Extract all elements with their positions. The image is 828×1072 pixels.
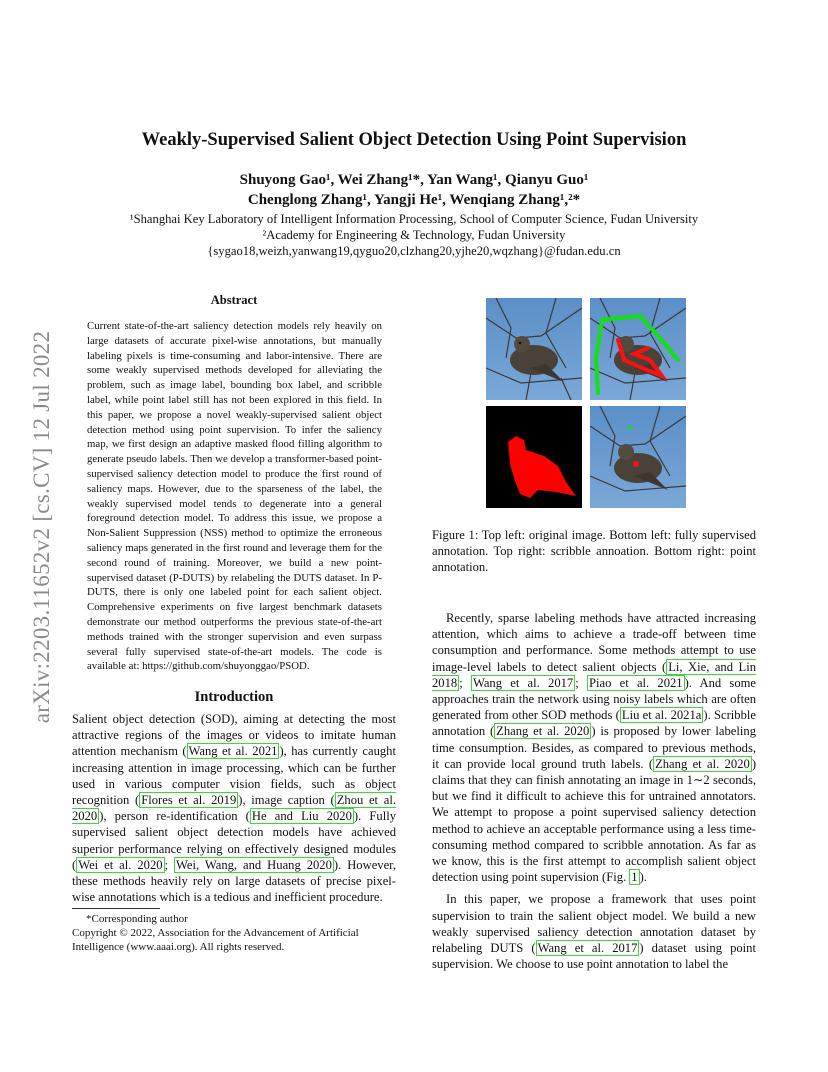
intro-paragraph: Salient object detection (SOD), aiming at detecting the most attractive regions of the images or videos to imitate human attention mechanism ( Wang et al. 2021 ), has currently caught increasing attention in image processing, which can be further used in various computer vision fields, such as object recognition ( Flores et al. 2019 ), image caption ( Zhou et al. 2020 ), person re-identification ( He and Liu 2020 ). Fully supervised salient object detection models have achieved superior performance relying on effectively designed modules ( Wei et al. 2020 ; Wei, Wang, and Huang 2020 ). However, these methods heavily rely on large datasets of precise pixel-wise annotations which is a tedious and inefficient procedure. (72, 712, 397, 905)
figure-1 (486, 298, 686, 508)
citation-link[interactable]: Zhou et al. 2020 (72, 793, 396, 824)
citation-link[interactable]: Zhang et al. 2020 (655, 756, 750, 771)
footnote-divider (72, 908, 160, 909)
introduction-body (72, 711, 396, 905)
introduction-heading: Introduction (194, 689, 274, 705)
citation-link[interactable]: He and Liu 2020 (251, 809, 352, 824)
affiliation-2: ²Academy for Engineering & Technology, Fudan University (262, 228, 566, 242)
author-list (0, 170, 828, 210)
full-annotation-panel (486, 406, 582, 508)
citation-link[interactable]: Wang et al. 2017 (472, 675, 574, 690)
bird-photo-original (486, 298, 582, 400)
point-annotation-panel (590, 406, 686, 508)
citation-link[interactable]: Piao et al. 2021 (588, 675, 683, 690)
abstract-heading: Abstract (210, 293, 258, 307)
citation-link[interactable]: Wei, Wang, and Huang 2020 (176, 857, 332, 872)
abstract-text: Current state-of-the-art saliency detection models rely heavily on large datasets of accurate pixel-wise annotations, but manually labeling pixels is time-consuming and labor-intensive. There are some weakly supervised methods developed for alleviating the problem, such as image label, bounding box label, and scribble label, while point label still has not been explored in this field. In this paper, we propose a novel weakly-supervised salient object detection method using point supervision. To infer the saliency map, we first design an adaptive masked flood filling algorithm to generate pseudo labels. Then we develop a transformer-based point-supervised saliency detection model to produce the first round of saliency maps. However, due to the sparseness of the label, the weakly supervised model tends to degenerate into a general foreground detection model. To address this issue, we propose a Non-Salient Suppression (NSS) method to optimize the erroneous saliency maps generated in the first round and leverage them for the second round of training. Moreover, we build a new point-supervised dataset (P-DUTS) by relabeling the DUTS dataset. In P-DUTS, there is only one labeled point for each salient object. Comprehensive experiments on five largest benchmark datasets demonstrate our method outperforms the previous state-of-the-art methods trained with the stronger supervision and even surpass several fully supervised state-of-the-art models. The code is available at: https://github.com/shuyonggao/PSOD. (87, 320, 382, 673)
affiliation-1: ¹Shanghai Key Laboratory of Intelligent Information Processing, School of Computer Science, Fudan University (129, 212, 699, 226)
citation-link[interactable]: Zhang et al. 2020 (496, 724, 590, 739)
footnote (72, 912, 396, 954)
bird-photo-point (590, 406, 686, 508)
body-paragraph: Recently, sparse labeling methods have attracted increasing attention, which aims to achieve a trade-off between time consumption and performance. Some methods attempt to use image-level labels to detect salient objects ( Li, Xie, and Lin 2018 ; Wang et al. 2017 ; Piao et al. 2021 ). And some approaches train the network using noisy labels which are often generated from other SOD methods ( Liu et al. 2021a ). Scribble annotation ( Zhang et al. 2020 ) is proposed by lower labeling time consumption. Besides, as compared to previous methods, it can provide local ground truth labels. ( Zhang et al. 2020 ) claims that they can finish annotating an image in 1∼2 seconds, but we find it difficult to achieve this for untrained annotators. We attempt to propose a point supervised saliency detection method to achieve an acceptable performance using a less time-consuming method compared to scribble annotation. As far as we know, this is the first attempt to accomplish salient object detection using point supervision (Fig. 1 ). (432, 611, 757, 885)
scribble-annotation-panel (590, 298, 686, 400)
citation-link[interactable]: Wang et al. 2021 (188, 744, 278, 759)
corresponding-author-note: *Corresponding author (86, 913, 188, 925)
author-line-1: Shuyong Gao¹, Wei Zhang¹*, Yan Wang¹, Qianyu Guo¹ (239, 172, 589, 188)
figure-1-caption: Figure 1: Top left: original image. Bottom left: fully supervised annotation. Top right: scribble annoation. Bottom right: point annotation. (432, 528, 756, 575)
copyright-note: Copyright © 2022, Association for the Advancement of Artificial Intelligence (www.aaai.org). All rights reserved. (72, 927, 359, 953)
arxiv-id: arXiv:2203.11652v2 [cs.CV] 12 Jul 2022 (29, 330, 54, 724)
affiliations (0, 211, 828, 259)
citation-link[interactable]: Li, Xie, and Lin 2018 (432, 659, 756, 690)
right-column-body (432, 610, 756, 972)
abstract-body (87, 319, 382, 674)
body-paragraph: In this paper, we propose a framework that uses point supervision to train the salient object model. We build a new weakly supervised saliency detection annotation dataset by relabeling DUTS ( Wang et al. 2017 ) dataset using point supervision. We choose to use point annotation to label the (432, 892, 756, 972)
arxiv-stamp (22, 292, 62, 762)
paper-title: Weakly-Supervised Salient Object Detection Using Point Supervision (141, 130, 687, 150)
figure-reference-link[interactable]: 1 (631, 870, 638, 885)
citation-link[interactable]: Liu et al. 2021a (621, 708, 702, 723)
original-image-panel (486, 298, 582, 400)
bird-mask-full (486, 406, 582, 508)
citation-link[interactable]: Wang et al. 2017 (537, 941, 638, 956)
author-emails: {sygao18,weizh,yanwang19,qyguo20,clzhang20,yjhe20,wqzhang}@fudan.edu.cn (207, 244, 621, 258)
citation-link[interactable]: Wei et al. 2020 (78, 857, 163, 872)
author-line-2: Chenglong Zhang¹, Yangji He¹, Wenqiang Zhang¹,²* (247, 192, 581, 208)
citation-link[interactable]: Flores et al. 2019 (141, 793, 237, 808)
bird-photo-scribble (590, 298, 686, 400)
